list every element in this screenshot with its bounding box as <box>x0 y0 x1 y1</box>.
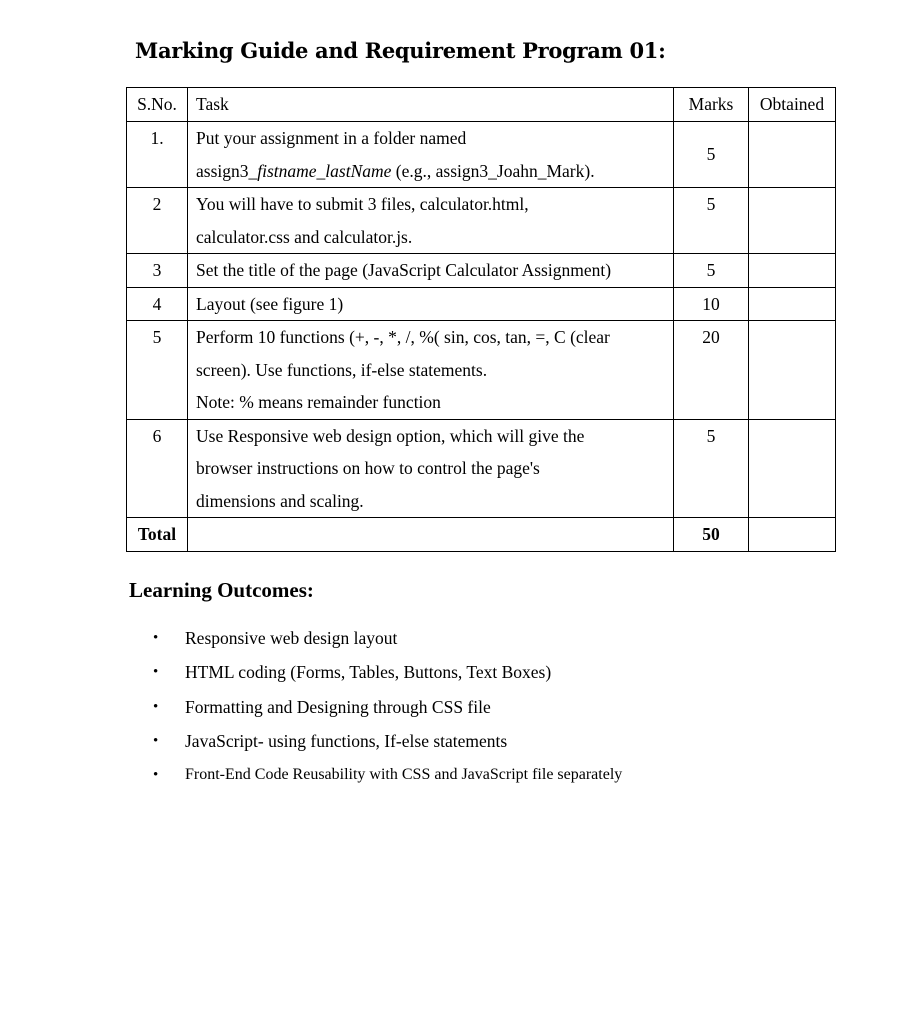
bullet-icon: • <box>153 767 159 784</box>
table-row <box>127 122 836 188</box>
page-title: Marking Guide and Requirement Program 01: <box>135 38 666 63</box>
task-line: browser instructions on how to control the page's <box>196 458 540 478</box>
row-marks: 10 <box>674 287 749 321</box>
header-obtained: Obtained <box>749 88 836 122</box>
task-text: assign3_ <box>196 160 258 181</box>
row-obtained[interactable] <box>749 254 836 288</box>
task-text: (e.g., assign3_Joahn_Mark). <box>391 160 595 181</box>
row-marks: 5 <box>674 188 749 254</box>
task-line: screen). Use functions, if-else statements. <box>196 359 488 380</box>
task-line: dimensions and scaling. <box>196 490 364 511</box>
header-marks: Marks <box>674 88 749 122</box>
total-task-cell <box>188 518 674 552</box>
header-sno: S.No. <box>127 88 188 122</box>
list-item <box>153 693 622 727</box>
task-line: Use Responsive web design option, which will give the <box>196 425 585 446</box>
row-obtained[interactable] <box>749 419 836 518</box>
row-obtained[interactable] <box>749 122 836 188</box>
row-obtained[interactable] <box>749 287 836 321</box>
task-line: Perform 10 functions (+, -, *, /, %( sin, cos, tan, =, C (clear <box>196 327 610 347</box>
list-item <box>153 658 622 692</box>
task-line: calculator.css and calculator.js. <box>196 226 413 247</box>
marking-table <box>126 87 836 552</box>
total-row <box>127 518 836 552</box>
outcome-text: Front-End Code Reusability with CSS and JavaScript file separately <box>185 766 623 784</box>
table-row <box>127 188 836 254</box>
row-marks: 5 <box>674 419 749 518</box>
total-marks: 50 <box>674 518 749 552</box>
row-sno: 2 <box>127 188 188 254</box>
total-label: Total <box>127 518 188 552</box>
row-task <box>188 188 674 254</box>
bullet-icon: • <box>153 698 159 715</box>
task-line: You will have to submit 3 files, calculator.html, <box>196 194 529 214</box>
list-item <box>153 761 622 795</box>
outcome-text: HTML coding (Forms, Tables, Buttons, Text Boxes) <box>185 662 552 683</box>
task-line: Put your assignment in a folder named <box>196 128 467 148</box>
task-italic-text: fistname_lastName <box>257 160 392 181</box>
bullet-icon: • <box>153 664 159 681</box>
outcome-text: JavaScript- using functions, If-else statements <box>185 730 508 751</box>
row-task <box>188 254 674 288</box>
row-task <box>188 287 674 321</box>
table-row <box>127 419 836 518</box>
table-header-row <box>127 88 836 122</box>
task-line: Layout (see figure 1) <box>196 293 344 314</box>
task-line <box>196 155 673 188</box>
outcome-text: Responsive web design layout <box>185 628 398 648</box>
table-row <box>127 321 836 420</box>
outcome-text: Formatting and Designing through CSS file <box>185 696 491 717</box>
row-marks: 20 <box>674 321 749 420</box>
row-task <box>188 419 674 518</box>
list-item <box>153 727 622 761</box>
row-sno: 1. <box>127 122 188 188</box>
row-marks: 5 <box>674 122 749 188</box>
list-item <box>153 624 622 658</box>
header-task: Task <box>188 88 674 122</box>
bullet-icon: • <box>153 630 159 646</box>
task-line: Note: % means remainder function <box>196 392 441 412</box>
row-task <box>188 321 674 420</box>
row-sno: 4 <box>127 287 188 321</box>
task-line: Set the title of the page (JavaScript Calculator Assignment) <box>196 260 612 280</box>
total-obtained[interactable] <box>749 518 836 552</box>
row-sno: 3 <box>127 254 188 288</box>
learning-outcomes-title: Learning Outcomes: <box>129 578 314 602</box>
table-row <box>127 287 836 321</box>
row-marks: 5 <box>674 254 749 288</box>
row-sno: 6 <box>127 419 188 518</box>
row-obtained[interactable] <box>749 321 836 420</box>
row-sno: 5 <box>127 321 188 420</box>
table-row <box>127 254 836 288</box>
learning-outcomes-list <box>153 624 622 795</box>
row-obtained[interactable] <box>749 188 836 254</box>
row-task <box>188 122 674 188</box>
bullet-icon: • <box>153 732 159 749</box>
